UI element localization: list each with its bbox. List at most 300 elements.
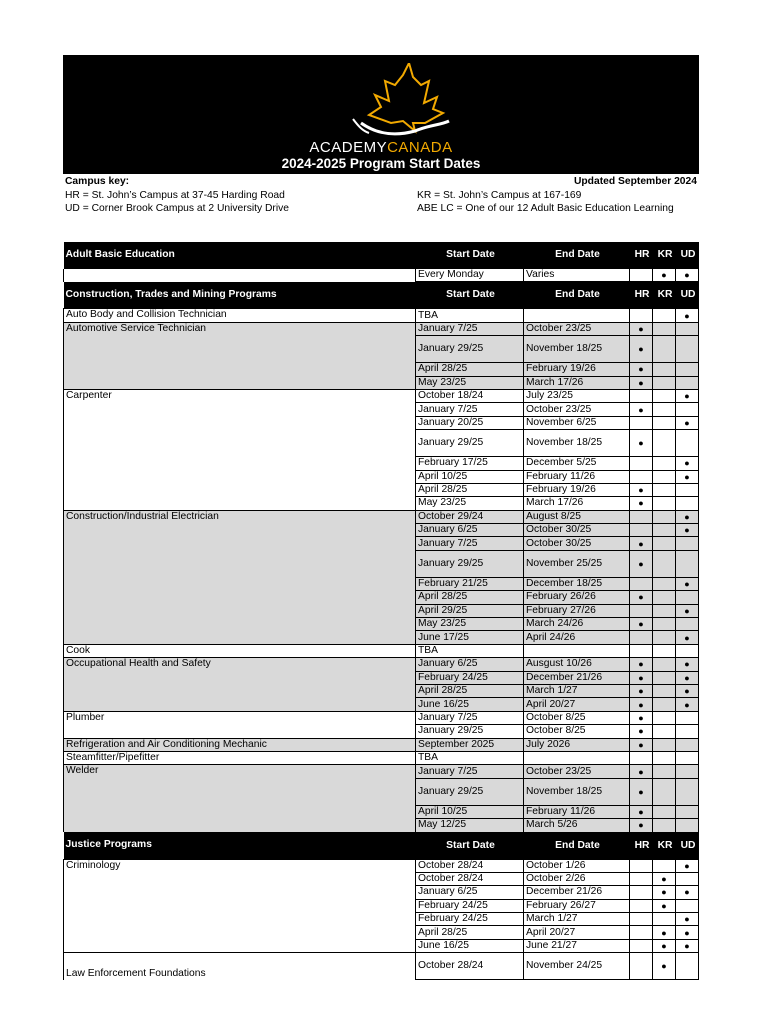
column-header-hr: HR	[630, 242, 653, 269]
campus-ud-marker	[676, 591, 699, 604]
end-date: October 8/25	[524, 711, 630, 724]
table-row	[64, 872, 699, 885]
program-name	[64, 671, 416, 684]
column-header-end: End Date	[524, 242, 630, 269]
campus-ud-marker	[676, 336, 699, 363]
campus-hr-marker	[630, 457, 653, 470]
program-name	[64, 926, 416, 939]
campus-ud-marker: ●	[676, 269, 699, 282]
program-name	[64, 725, 416, 738]
campus-kr-marker	[653, 644, 676, 657]
program-name	[64, 886, 416, 899]
campus-kr-marker	[653, 524, 676, 537]
campus-ud-marker	[676, 403, 699, 416]
campus-hr-marker: ●	[630, 497, 653, 510]
campus-ud-marker: ●	[676, 913, 699, 926]
program-name: Construction/Industrial Electrician	[64, 510, 416, 523]
program-name	[64, 416, 416, 429]
campus-kr-marker: ●	[653, 886, 676, 899]
start-date: TBA	[416, 309, 524, 322]
end-date: December 21/26	[524, 886, 630, 899]
table-row	[64, 309, 699, 322]
end-date: April 24/26	[524, 631, 630, 644]
campus-kr-marker	[653, 631, 676, 644]
campus-hr-marker	[630, 389, 653, 402]
program-name	[64, 430, 416, 457]
campus-kr-marker	[653, 859, 676, 872]
start-date: April 28/25	[416, 483, 524, 496]
program-name: Auto Body and Collision Technician	[64, 309, 416, 322]
column-header-ud: UD	[676, 242, 699, 269]
campus-hr-marker: ●	[630, 618, 653, 631]
end-date: October 23/25	[524, 403, 630, 416]
program-name	[64, 899, 416, 912]
program-name: Plumber	[64, 711, 416, 724]
start-date: January 29/25	[416, 778, 524, 805]
start-date: April 28/25	[416, 684, 524, 697]
end-date: February 11/26	[524, 470, 630, 483]
start-date: April 29/25	[416, 604, 524, 617]
campus-hr-marker: ●	[630, 322, 653, 335]
table-row	[64, 591, 699, 604]
table-row	[64, 550, 699, 577]
campus-hr-marker	[630, 872, 653, 885]
campus-hr-marker	[630, 470, 653, 483]
table-row	[64, 497, 699, 510]
program-name	[64, 336, 416, 363]
campus-kr-marker: ●	[653, 953, 676, 980]
start-date: September 2025	[416, 738, 524, 751]
program-name	[64, 913, 416, 926]
table-row	[64, 751, 699, 764]
campus-hr-marker: ●	[630, 765, 653, 778]
campus-kr-marker	[653, 805, 676, 818]
campus-hr-marker	[630, 577, 653, 590]
end-date: February 11/26	[524, 805, 630, 818]
end-date	[524, 644, 630, 657]
table-row	[64, 537, 699, 550]
start-date: October 28/24	[416, 953, 524, 980]
program-name	[64, 524, 416, 537]
table-row	[64, 939, 699, 952]
campus-ud-marker: ●	[676, 859, 699, 872]
campus-hr-marker	[630, 524, 653, 537]
campus-kr-marker	[653, 658, 676, 671]
brand-name-white: ACADEMY	[309, 139, 388, 156]
campus-ud-marker: ●	[676, 886, 699, 899]
end-date: April 20/27	[524, 698, 630, 711]
start-date: January 6/25	[416, 524, 524, 537]
end-date: October 1/26	[524, 859, 630, 872]
start-date: June 16/25	[416, 698, 524, 711]
program-name	[64, 457, 416, 470]
end-date: November 18/25	[524, 778, 630, 805]
program-name	[64, 698, 416, 711]
campus-ud-marker: ●	[676, 510, 699, 523]
campus-ud-marker	[676, 899, 699, 912]
program-name	[64, 604, 416, 617]
program-name	[64, 591, 416, 604]
campus-ud-marker: ●	[676, 577, 699, 590]
start-date: May 23/25	[416, 376, 524, 389]
campus-kr-marker	[653, 604, 676, 617]
column-header-hr: HR	[630, 832, 653, 859]
campus-hr-marker	[630, 269, 653, 282]
end-date: December 5/25	[524, 457, 630, 470]
campus-kr-marker	[653, 778, 676, 805]
start-date: January 6/25	[416, 886, 524, 899]
campus-hr-marker	[630, 953, 653, 980]
end-date: July 2026	[524, 738, 630, 751]
campus-kr-marker	[653, 470, 676, 483]
campus-hr-marker	[630, 416, 653, 429]
campus-kr-marker	[653, 591, 676, 604]
table-row	[64, 805, 699, 818]
table-row	[64, 899, 699, 912]
start-date: January 7/25	[416, 765, 524, 778]
campus-ud-marker	[676, 778, 699, 805]
campus-ud-marker	[676, 872, 699, 885]
campus-key-kr: KR = St. John’s Campus at 167-169	[417, 190, 582, 201]
program-name	[64, 497, 416, 510]
start-date: January 7/25	[416, 711, 524, 724]
campus-ud-marker: ●	[676, 470, 699, 483]
end-date	[524, 309, 630, 322]
table-row	[64, 671, 699, 684]
column-header-start: Start Date	[416, 832, 524, 859]
campus-hr-marker: ●	[630, 778, 653, 805]
column-header-kr: KR	[653, 282, 676, 309]
campus-kr-marker	[653, 510, 676, 523]
start-date: October 29/24	[416, 510, 524, 523]
table-row	[64, 711, 699, 724]
campus-kr-marker	[653, 309, 676, 322]
end-date: November 25/25	[524, 550, 630, 577]
campus-hr-marker: ●	[630, 537, 653, 550]
table-row	[64, 524, 699, 537]
campus-key-label: Campus key:	[65, 176, 130, 187]
column-header-ud: UD	[676, 282, 699, 309]
campus-hr-marker: ●	[630, 671, 653, 684]
end-date: Varies	[524, 269, 630, 282]
table-row	[64, 765, 699, 778]
campus-ud-marker: ●	[676, 309, 699, 322]
table-row	[64, 913, 699, 926]
campus-hr-marker	[630, 859, 653, 872]
end-date: July 23/25	[524, 389, 630, 402]
campus-hr-marker	[630, 644, 653, 657]
campus-kr-marker	[653, 698, 676, 711]
campus-ud-marker: ●	[676, 457, 699, 470]
program-name	[64, 550, 416, 577]
brand-wordmark	[63, 139, 699, 156]
campus-hr-marker	[630, 913, 653, 926]
end-date: December 21/26	[524, 671, 630, 684]
end-date: February 26/26	[524, 591, 630, 604]
end-date: February 26/27	[524, 899, 630, 912]
campus-hr-marker	[630, 631, 653, 644]
campus-kr-marker	[653, 550, 676, 577]
campus-ud-marker	[676, 618, 699, 631]
end-date: October 23/25	[524, 765, 630, 778]
column-header-hr: HR	[630, 282, 653, 309]
campus-hr-marker: ●	[630, 403, 653, 416]
start-date: February 24/25	[416, 913, 524, 926]
campus-hr-marker	[630, 926, 653, 939]
campus-kr-marker: ●	[653, 269, 676, 282]
start-date: January 29/25	[416, 430, 524, 457]
start-date: October 28/24	[416, 859, 524, 872]
campus-ud-marker	[676, 819, 699, 832]
program-name: Welder	[64, 765, 416, 778]
start-date: TBA	[416, 751, 524, 764]
table-row	[64, 430, 699, 457]
end-date	[524, 751, 630, 764]
campus-ud-marker	[676, 644, 699, 657]
end-date: October 23/25	[524, 322, 630, 335]
table-row	[64, 604, 699, 617]
program-name	[64, 872, 416, 885]
campus-kr-marker	[653, 738, 676, 751]
campus-key-hr: HR = St. John’s Campus at 37-45 Harding Road	[65, 190, 285, 201]
start-date: February 24/25	[416, 899, 524, 912]
end-date: November 6/25	[524, 416, 630, 429]
table-row	[64, 510, 699, 523]
end-date: October 30/25	[524, 524, 630, 537]
start-date: May 23/25	[416, 497, 524, 510]
start-date: October 28/24	[416, 872, 524, 885]
campus-ud-marker	[676, 537, 699, 550]
campus-ud-marker: ●	[676, 416, 699, 429]
end-date: November 24/25	[524, 953, 630, 980]
campus-key-ud: UD = Corner Brook Campus at 2 University Drive	[65, 203, 290, 214]
campus-hr-marker	[630, 309, 653, 322]
start-date: April 28/25	[416, 363, 524, 376]
updated-date: Updated September 2024	[573, 176, 697, 187]
program-table	[63, 242, 699, 980]
end-date: February 19/26	[524, 483, 630, 496]
campus-ud-marker: ●	[676, 631, 699, 644]
end-date: December 18/25	[524, 577, 630, 590]
start-date: May 12/25	[416, 819, 524, 832]
campus-kr-marker	[653, 430, 676, 457]
campus-hr-marker: ●	[630, 591, 653, 604]
start-date: April 10/25	[416, 805, 524, 818]
campus-ud-marker	[676, 738, 699, 751]
campus-hr-marker: ●	[630, 725, 653, 738]
table-row	[64, 269, 699, 282]
table-row	[64, 618, 699, 631]
end-date: October 8/25	[524, 725, 630, 738]
campus-ud-marker: ●	[676, 658, 699, 671]
program-name: Criminology	[64, 859, 416, 872]
page-title: 2024-2025 Program Start Dates	[281, 156, 481, 171]
column-header-ud: UD	[676, 832, 699, 859]
campus-hr-marker: ●	[630, 550, 653, 577]
campus-hr-marker: ●	[630, 658, 653, 671]
program-name	[64, 363, 416, 376]
end-date: November 18/25	[524, 430, 630, 457]
campus-kr-marker: ●	[653, 872, 676, 885]
start-date: January 7/25	[416, 403, 524, 416]
program-name: Automotive Service Technician	[64, 322, 416, 335]
campus-hr-marker: ●	[630, 684, 653, 697]
program-name	[64, 577, 416, 590]
table-row	[64, 738, 699, 751]
start-date: October 18/24	[416, 389, 524, 402]
campus-ud-marker	[676, 363, 699, 376]
program-name	[64, 537, 416, 550]
campus-ud-marker	[676, 550, 699, 577]
campus-hr-marker: ●	[630, 363, 653, 376]
campus-hr-marker: ●	[630, 711, 653, 724]
table-row	[64, 859, 699, 872]
end-date: March 5/26	[524, 819, 630, 832]
campus-hr-marker: ●	[630, 738, 653, 751]
table-row	[64, 363, 699, 376]
campus-ud-marker: ●	[676, 926, 699, 939]
table-row	[64, 389, 699, 402]
program-name: Occupational Health and Safety	[64, 658, 416, 671]
campus-key-abe: ABE LC = One of our 12 Adult Basic Education Learning	[417, 203, 674, 214]
column-header-start: Start Date	[416, 242, 524, 269]
campus-ud-marker	[676, 765, 699, 778]
table-row	[64, 631, 699, 644]
campus-hr-marker	[630, 751, 653, 764]
campus-hr-marker	[630, 939, 653, 952]
end-date: March 1/27	[524, 913, 630, 926]
brand-name-accent: CANADA	[387, 139, 453, 156]
program-name	[64, 470, 416, 483]
start-date: January 7/25	[416, 322, 524, 335]
campus-kr-marker	[653, 913, 676, 926]
end-date: February 19/26	[524, 363, 630, 376]
campus-kr-marker	[653, 751, 676, 764]
program-name	[64, 376, 416, 389]
campus-ud-marker: ●	[676, 939, 699, 952]
campus-ud-marker	[676, 497, 699, 510]
campus-ud-marker	[676, 953, 699, 980]
campus-kr-marker	[653, 403, 676, 416]
campus-ud-marker: ●	[676, 524, 699, 537]
table-row	[64, 698, 699, 711]
start-date: April 28/25	[416, 926, 524, 939]
start-date: January 29/25	[416, 725, 524, 738]
section-title: Adult Basic Education	[64, 242, 416, 269]
campus-ud-marker	[676, 805, 699, 818]
campus-kr-marker	[653, 363, 676, 376]
end-date: October 30/25	[524, 537, 630, 550]
program-name	[64, 403, 416, 416]
header-banner	[63, 55, 699, 174]
campus-hr-marker: ●	[630, 336, 653, 363]
campus-kr-marker	[653, 618, 676, 631]
start-date: February 24/25	[416, 671, 524, 684]
campus-hr-marker	[630, 604, 653, 617]
campus-kr-marker	[653, 765, 676, 778]
campus-kr-marker	[653, 725, 676, 738]
campus-hr-marker: ●	[630, 819, 653, 832]
campus-hr-marker: ●	[630, 483, 653, 496]
end-date: March 17/26	[524, 376, 630, 389]
campus-kr-marker: ●	[653, 926, 676, 939]
column-header-kr: KR	[653, 832, 676, 859]
program-name: Refrigeration and Air Conditioning Mechanic	[64, 738, 416, 751]
column-header-start: Start Date	[416, 282, 524, 309]
column-header-kr: KR	[653, 242, 676, 269]
end-date: Ausgust 10/26	[524, 658, 630, 671]
campus-kr-marker	[653, 537, 676, 550]
end-date: March 24/26	[524, 618, 630, 631]
campus-hr-marker: ●	[630, 698, 653, 711]
campus-kr-marker	[653, 416, 676, 429]
campus-kr-marker	[653, 457, 676, 470]
table-row	[64, 403, 699, 416]
section-header	[64, 242, 699, 269]
table-row	[64, 778, 699, 805]
campus-hr-marker: ●	[630, 376, 653, 389]
program-name: Carpenter	[64, 389, 416, 402]
program-name	[64, 819, 416, 832]
end-date: November 18/25	[524, 336, 630, 363]
start-date: January 29/25	[416, 550, 524, 577]
column-header-end: End Date	[524, 832, 630, 859]
end-date: March 1/27	[524, 684, 630, 697]
program-name: Steamfitter/Pipefitter	[64, 751, 416, 764]
program-name	[64, 483, 416, 496]
campus-hr-marker	[630, 899, 653, 912]
end-date: February 27/26	[524, 604, 630, 617]
campus-ud-marker	[676, 322, 699, 335]
campus-hr-marker: ●	[630, 430, 653, 457]
table-row	[64, 457, 699, 470]
table-row	[64, 684, 699, 697]
start-date: January 29/25	[416, 336, 524, 363]
table-row	[64, 470, 699, 483]
table-row	[64, 819, 699, 832]
program-name	[64, 269, 416, 282]
section-title: Justice Programs	[64, 832, 416, 859]
program-name	[64, 684, 416, 697]
campus-ud-marker: ●	[676, 698, 699, 711]
start-date: TBA	[416, 644, 524, 657]
campus-ud-marker	[676, 430, 699, 457]
program-name	[64, 778, 416, 805]
start-date: February 17/25	[416, 457, 524, 470]
table-row	[64, 953, 699, 980]
table-row	[64, 644, 699, 657]
start-date: Every Monday	[416, 269, 524, 282]
table-row	[64, 322, 699, 335]
table-row	[64, 725, 699, 738]
campus-kr-marker	[653, 711, 676, 724]
end-date: August 8/25	[524, 510, 630, 523]
campus-kr-marker	[653, 389, 676, 402]
section-header	[64, 282, 699, 309]
table-row	[64, 336, 699, 363]
schedule-sheet	[63, 55, 699, 980]
campus-ud-marker: ●	[676, 684, 699, 697]
start-date: January 6/25	[416, 658, 524, 671]
campus-kr-marker	[653, 577, 676, 590]
campus-ud-marker	[676, 483, 699, 496]
campus-kr-marker	[653, 684, 676, 697]
start-date: April 28/25	[416, 591, 524, 604]
program-name	[64, 618, 416, 631]
campus-hr-marker: ●	[630, 805, 653, 818]
table-row	[64, 416, 699, 429]
campus-ud-marker: ●	[676, 604, 699, 617]
